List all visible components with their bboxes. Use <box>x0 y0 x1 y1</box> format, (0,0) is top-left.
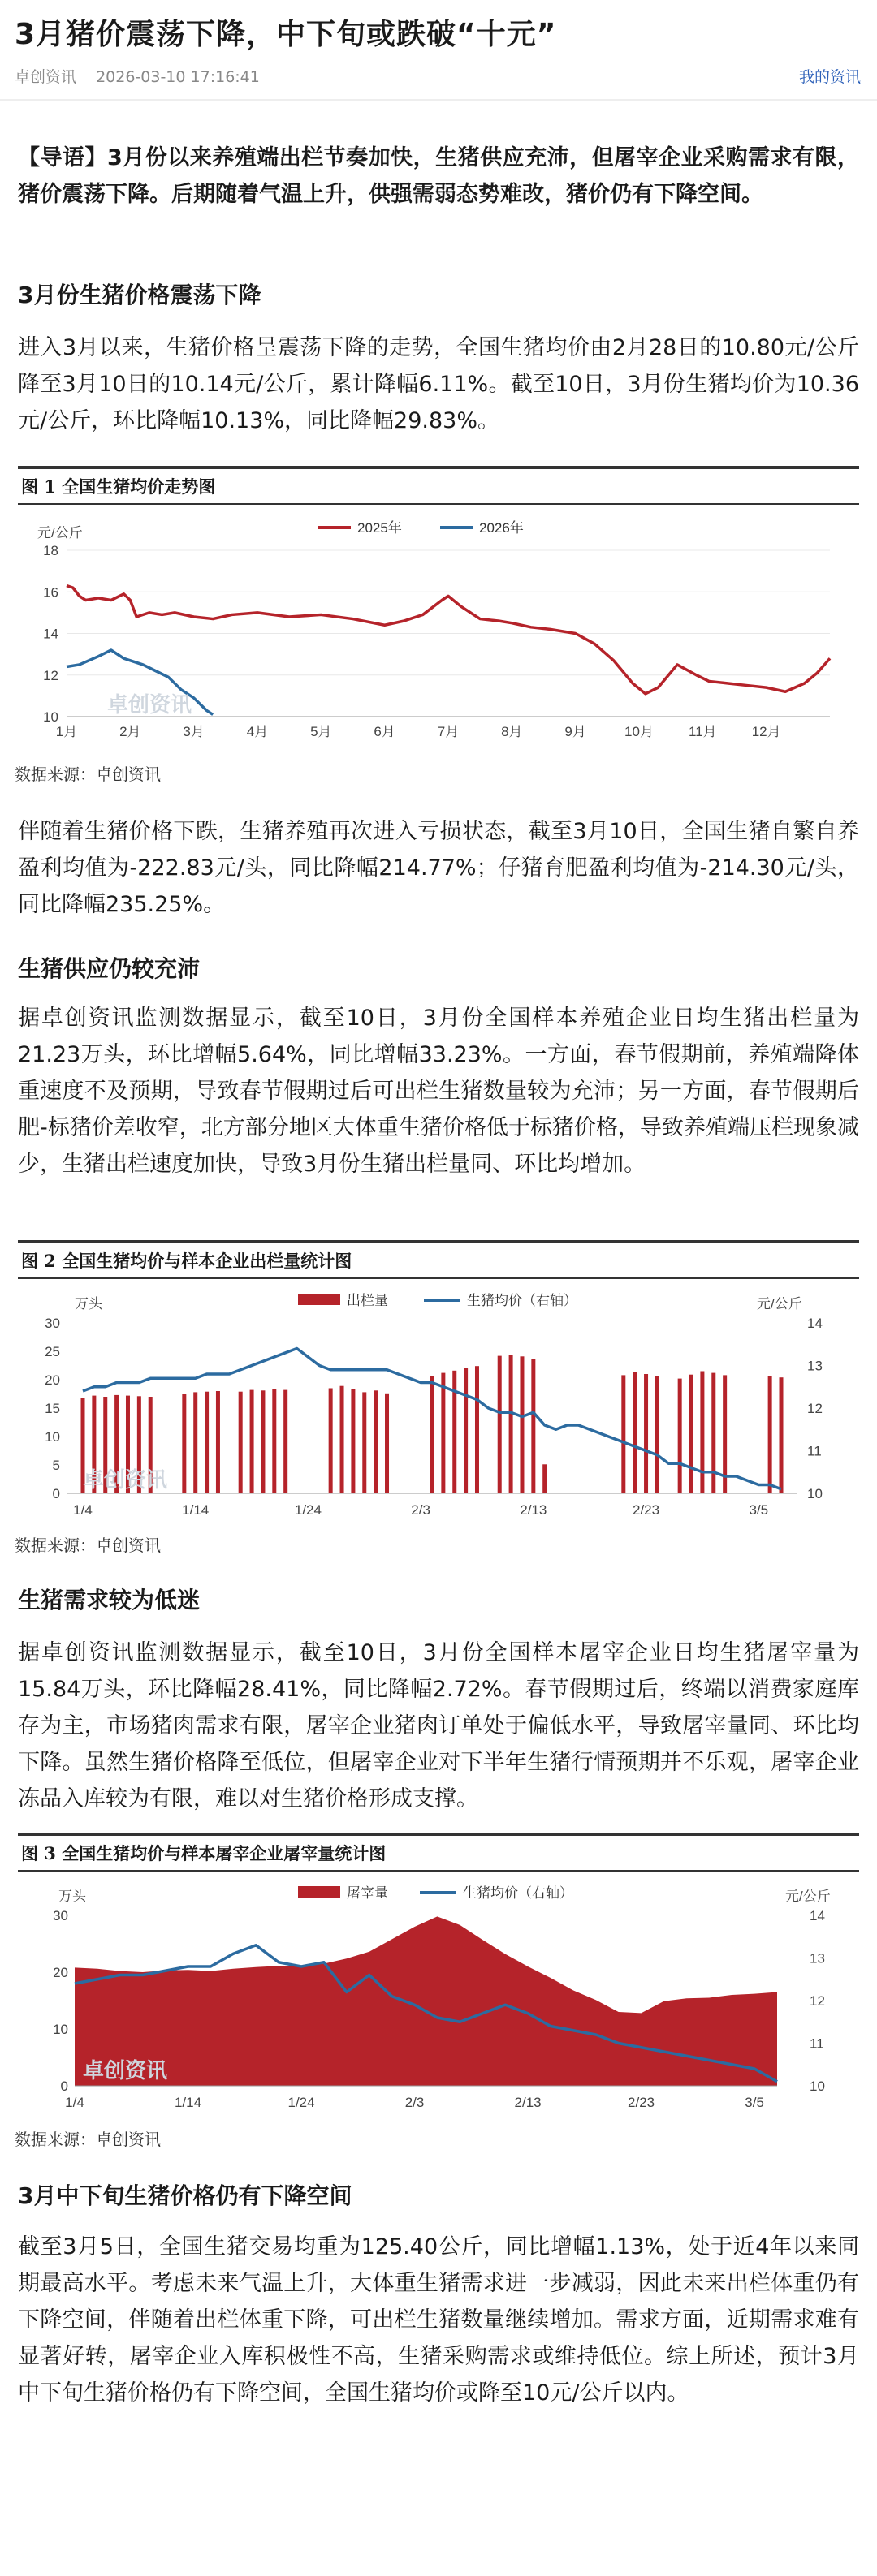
figure-2-chart <box>18 1282 859 1526</box>
left-tick-label: 5 <box>52 1458 60 1473</box>
x-tick-label: 1月 <box>55 724 78 739</box>
bar-31 <box>430 1376 434 1493</box>
bar-23 <box>340 1386 344 1493</box>
right-tick-label: 10 <box>807 1486 823 1501</box>
right-tick-label: 14 <box>807 1316 823 1331</box>
lead-paragraph: 【导语】3月份以来养殖端出栏节奏加快，生猪供应充沛，但屠宰企业采购需求有限，猪价震荡下降。后期随着气温上升，供强需弱态势难改，猪价仍有下降空间。 <box>18 145 859 207</box>
figure-2 <box>18 1240 859 1279</box>
section-4-title: 3月中下旬生猪价格仍有下降空间 <box>18 2182 352 2209</box>
bar-61 <box>768 1376 772 1493</box>
x-tick-label: 9月 <box>564 724 586 739</box>
bar-12 <box>216 1391 220 1493</box>
left-tick-label: 20 <box>53 1965 68 1980</box>
x-tick-label: 2/3 <box>411 1502 430 1518</box>
left-tick-label: 0 <box>60 2078 68 2094</box>
x-tick-label: 1/4 <box>65 2095 84 2110</box>
section-1-paragraph-1: 进入3月以来，生猪价格呈震荡下降的走势，全国生猪均价由2月28日的10.80元/公斤降至3月10日的10.14元/公斤，累计降幅6.11%。截至10日，3月份生猪均价为10.36元/公斤，环比降幅10.13%，同比降幅29.83%。 <box>18 335 859 433</box>
x-tick-label: 2月 <box>119 724 141 739</box>
section-2-title: 生猪供应仍较充沛 <box>18 955 201 982</box>
section-3-title: 生猪需求较为低迷 <box>18 1587 201 1613</box>
bar-54 <box>689 1375 693 1493</box>
my-news-link[interactable]: 我的资讯 <box>798 68 861 86</box>
x-tick-label: 10月 <box>624 724 654 739</box>
bar-9 <box>182 1394 186 1494</box>
y-tick-label: 14 <box>43 626 58 642</box>
left-tick-label: 10 <box>45 1429 60 1445</box>
bar-24 <box>351 1389 355 1493</box>
watermark-text: 卓创资讯 <box>83 2058 168 2083</box>
x-tick-label: 12月 <box>751 724 781 739</box>
left-tick-label: 20 <box>45 1372 60 1388</box>
y-tick-label: 18 <box>43 543 58 558</box>
bar-39 <box>520 1356 524 1493</box>
x-tick-label: 6月 <box>374 724 395 739</box>
figure-3-chart <box>18 1875 859 2118</box>
x-tick-label: 1/14 <box>182 1502 210 1518</box>
x-tick-label: 4月 <box>246 724 269 739</box>
bar-25 <box>362 1392 366 1493</box>
section-4-paragraph-1: 截至3月5日，全国生猪交易均重为125.40公斤，同比增幅1.13%，处于近4年以来同期最高水平。考虑未来气温上升，大体重生猪需求进一步减弱，因此未来出栏体重仍有下降空间，伴随着出栏体重下降，可出栏生猪数量继续增加。需求方面，近期需求难有显著好转，屠宰企业入库积极性不高，生猪采购需求或维持低位。综上所述，预计3月中下旬生猪价格仍有下降空间，全国生猪均价或降至10元/公斤以内。 <box>18 2234 859 2406</box>
watermark-text: 卓创资讯 <box>107 692 192 717</box>
article-source[interactable]: 卓创资讯 <box>15 68 77 86</box>
bar-34 <box>464 1368 468 1493</box>
figure-1-source: 数据来源：卓创资讯 <box>15 765 161 784</box>
legend-label: 2026年 <box>479 520 524 536</box>
right-axis-unit: 元/公斤 <box>785 1889 831 1904</box>
bar-27 <box>385 1394 389 1493</box>
bar-62 <box>780 1377 784 1493</box>
header-divider <box>0 99 877 101</box>
bar-11 <box>205 1392 209 1493</box>
figure-3-source: 数据来源：卓创资讯 <box>15 2130 161 2149</box>
x-tick-label: 3/5 <box>745 2095 764 2110</box>
section-3-paragraph-1: 据卓创资讯监测数据显示，截至10日，3月份全国样本屠宰企业日均生猪屠宰量为15.84万头，环比降幅28.41%，同比降幅2.72%。春节假期过后，终端以消费家庭库存为主，市场猪肉需求有限，屠宰企业猪肉订单处于偏低水平，导致屠宰量同、环比均下降。虽然生猪价格降至低位，但屠宰企业对下半年生猪行情预期并不乐观，屠宰企业冻品入库较为有限，难以对生猪价格形成支撑。 <box>18 1640 859 1811</box>
bar-35 <box>475 1366 479 1493</box>
article-meta <box>15 65 274 87</box>
x-tick-label: 2/23 <box>628 2095 655 2110</box>
x-tick-label: 1/24 <box>294 1502 322 1518</box>
x-tick-label: 3月 <box>183 724 205 739</box>
legend-label: 出栏量 <box>347 1293 388 1308</box>
left-tick-label: 30 <box>53 1908 68 1923</box>
y-axis-unit: 元/公斤 <box>37 525 83 541</box>
bar-37 <box>498 1356 502 1493</box>
bar-49 <box>633 1372 637 1493</box>
y-tick-label: 12 <box>43 667 58 683</box>
x-tick-label: 2/13 <box>520 1502 547 1518</box>
figure-3-title: 图 3 全国生猪均价与样本屠宰企业屠宰量统计图 <box>18 1836 859 1872</box>
figure-2-source: 数据来源：卓创资讯 <box>15 1536 161 1555</box>
right-tick-label: 12 <box>810 1993 825 2009</box>
right-tick-label: 11 <box>810 2035 824 2052</box>
bar-16 <box>261 1390 265 1493</box>
bar-22 <box>329 1389 333 1494</box>
right-tick-label: 11 <box>807 1443 822 1459</box>
bar-51 <box>655 1376 659 1493</box>
figure-1 <box>18 466 859 505</box>
bar-38 <box>509 1355 513 1493</box>
bar-10 <box>193 1392 197 1493</box>
series-line-2025年 <box>67 586 830 694</box>
article-title: 3月猪价震荡下降，中下旬或跌破“十元” <box>15 18 557 51</box>
right-axis-unit: 元/公斤 <box>757 1296 802 1312</box>
watermark-text: 卓创资讯 <box>83 1467 168 1492</box>
x-tick-label: 1/14 <box>174 2095 202 2110</box>
y-tick-label: 16 <box>43 584 58 601</box>
legend-swatch-bar <box>298 1294 340 1305</box>
bar-14 <box>239 1392 243 1493</box>
legend-label: 2025年 <box>357 520 402 536</box>
legend-label: 生猪均价（右轴） <box>463 1885 573 1901</box>
area-slaughter-volume <box>75 1916 777 2086</box>
right-tick-label: 13 <box>810 1950 825 1966</box>
x-tick-label: 3/5 <box>749 1502 769 1518</box>
x-tick-label: 5月 <box>310 724 332 739</box>
bar-40 <box>531 1359 535 1493</box>
right-tick-label: 12 <box>807 1401 823 1416</box>
right-tick-label: 14 <box>810 1908 825 1923</box>
bar-26 <box>374 1390 378 1493</box>
x-tick-label: 2/23 <box>633 1502 660 1518</box>
x-tick-label: 8月 <box>501 724 523 739</box>
x-tick-label: 2/13 <box>514 2095 542 2110</box>
bar-48 <box>621 1375 625 1493</box>
left-tick-label: 10 <box>53 2022 68 2037</box>
legend-swatch-area <box>298 1886 340 1898</box>
legend-label: 屠宰量 <box>347 1885 388 1901</box>
left-tick-label: 25 <box>45 1344 60 1359</box>
bar-56 <box>711 1373 715 1493</box>
left-tick-label: 0 <box>52 1486 60 1501</box>
right-tick-label: 13 <box>807 1358 823 1374</box>
section-1-title: 3月份生猪价格震荡下降 <box>18 282 261 308</box>
x-tick-label: 1/24 <box>287 2095 315 2110</box>
x-tick-label: 7月 <box>437 724 460 739</box>
bar-15 <box>250 1390 254 1493</box>
y-tick-label: 10 <box>43 709 58 725</box>
right-tick-label: 10 <box>810 2078 825 2094</box>
bar-17 <box>272 1389 276 1493</box>
section-1-paragraph-2: 伴随着生猪价格下跌，生猪养殖再次进入亏损状态，截至3月10日，全国生猪自繁自养盈利均值为-222.83元/头，同比降幅214.77%；仔猪育肥盈利均值为-214.30元/头，同比降幅235.25%。 <box>18 819 859 917</box>
x-tick-label: 11月 <box>689 724 717 739</box>
bar-18 <box>283 1390 287 1493</box>
section-2-paragraph-1: 据卓创资讯监测数据显示，截至10日，3月份全国样本养殖企业日均生猪出栏量为21.23万头，环比增幅5.64%，同比增幅33.23%。一方面，春节假期前，养殖端降体重速度不及预期，导致春节假期过后可出栏生猪数量较为充沛；另一方面，春节假期后肥-标猪价差收窄，北方部分地区大体重生猪价格低于标猪价格，导致养殖端压栏现象减少，生猪出栏速度加快，导致3月份生猪出栏量同、环比均增加。 <box>18 1006 859 1177</box>
x-tick-label: 2/3 <box>404 2095 425 2110</box>
figure-2-title: 图 2 全国生猪均价与样本企业出栏量统计图 <box>18 1243 859 1279</box>
legend-label: 生猪均价（右轴） <box>467 1293 577 1308</box>
bar-50 <box>644 1374 648 1493</box>
bar-55 <box>700 1372 704 1494</box>
x-tick-label: 1/4 <box>73 1502 93 1518</box>
article-datetime: 2026-03-10 17:16:41 <box>96 68 260 86</box>
bar-32 <box>441 1373 445 1493</box>
left-tick-label: 30 <box>45 1316 60 1331</box>
left-tick-label: 15 <box>45 1401 60 1416</box>
left-axis-unit: 万头 <box>75 1296 102 1312</box>
bar-53 <box>678 1379 682 1493</box>
figure-1-chart <box>18 510 859 753</box>
left-axis-unit: 万头 <box>58 1889 86 1904</box>
figure-1-title: 图 1 全国生猪均价走势图 <box>18 469 859 505</box>
bar-41 <box>542 1464 547 1493</box>
figure-3 <box>18 1833 859 1872</box>
